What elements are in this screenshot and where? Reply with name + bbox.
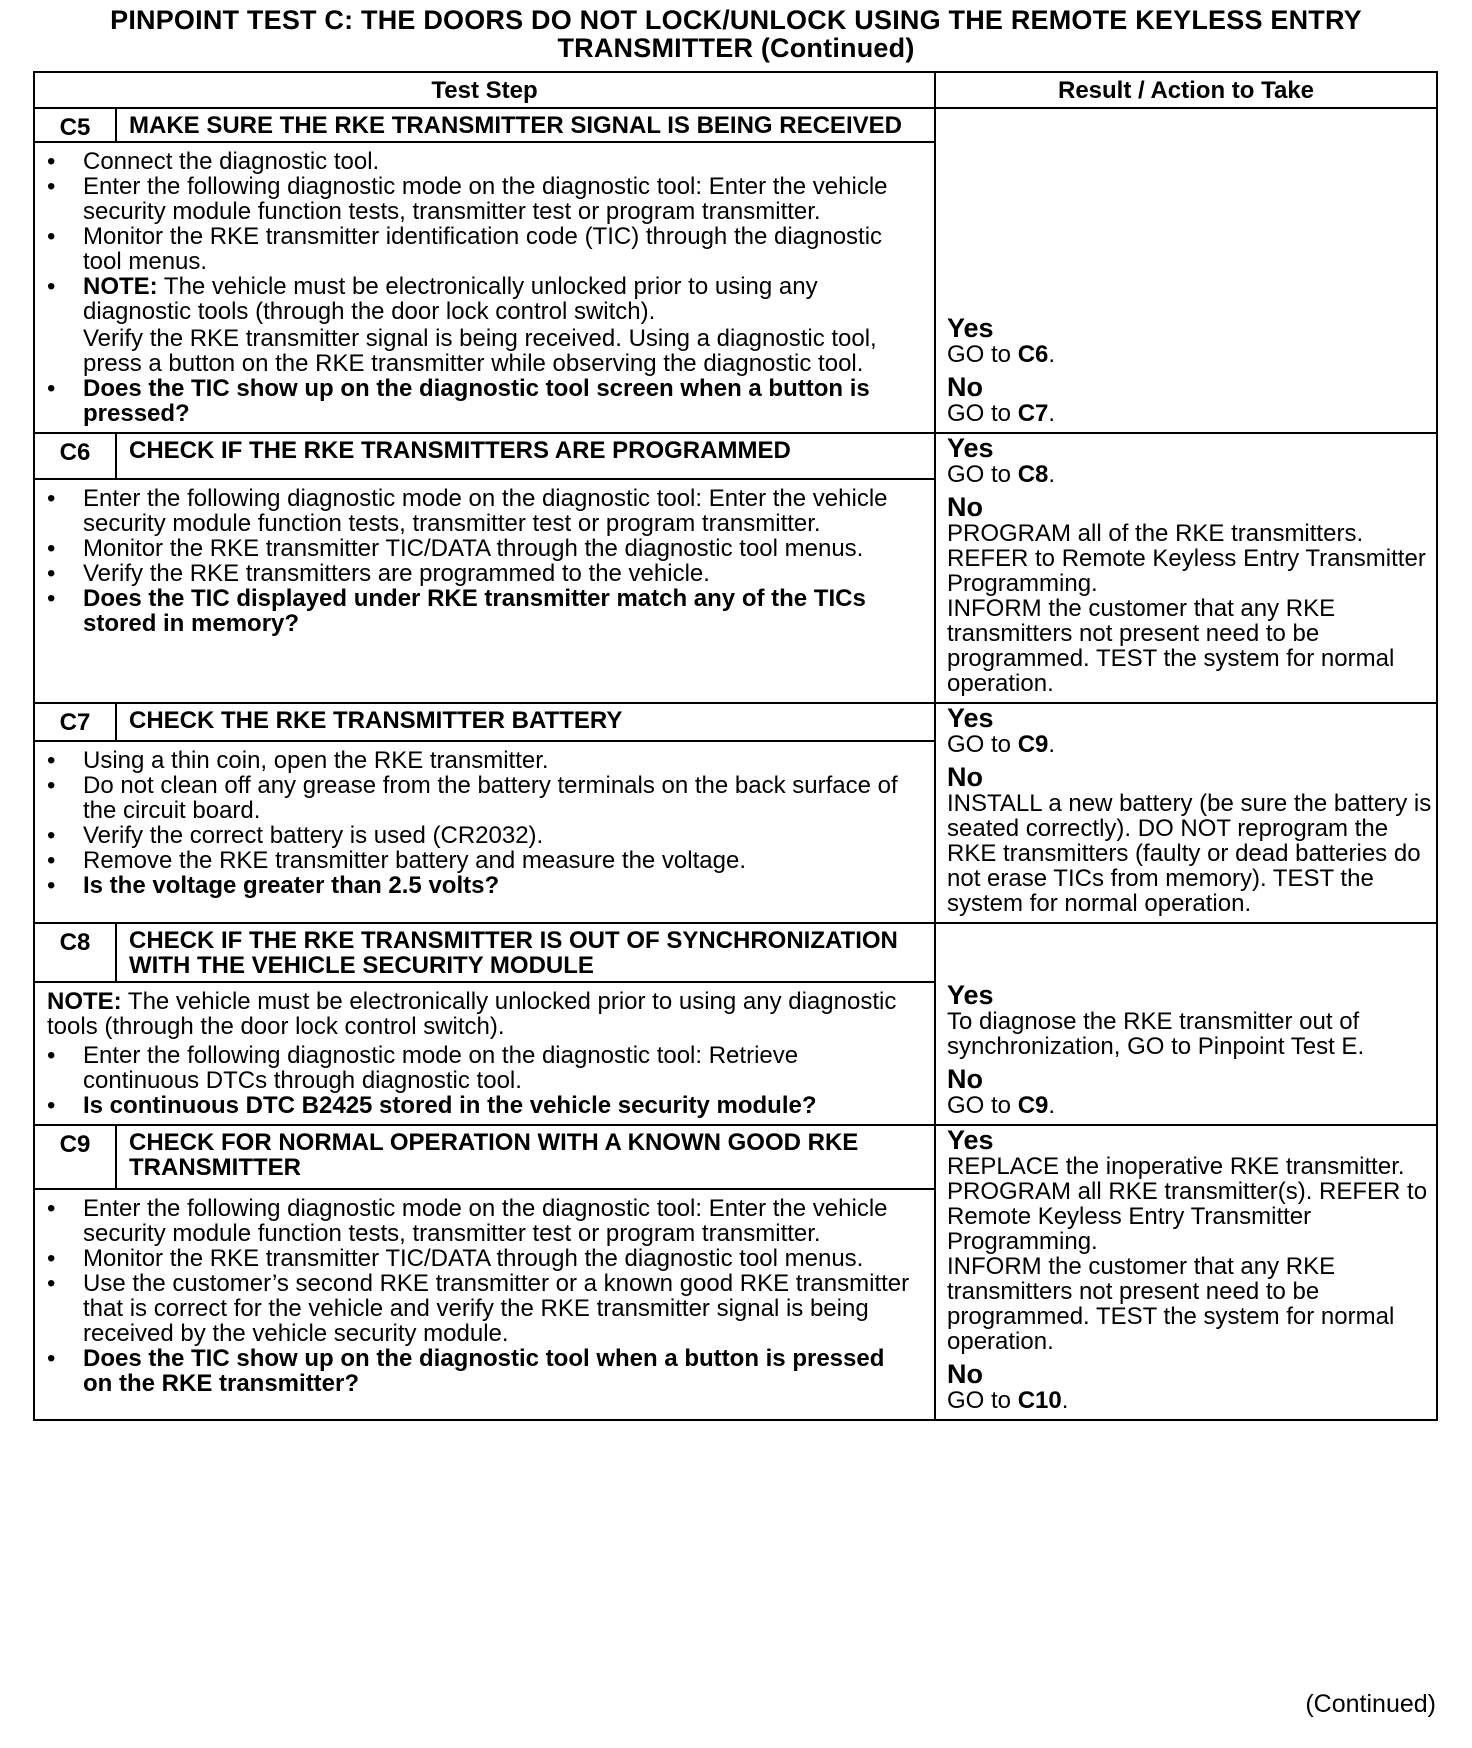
yes-action: To diagnose the RKE transmitter out of synchronization, GO to Pinpoint Test E. bbox=[947, 1008, 1365, 1060]
no-action-inform: INFORM the customer that any RKE transmitters not present need to be programmed. TEST the system for normal operation. bbox=[947, 595, 1395, 697]
no-action: GO to C7. bbox=[947, 400, 1056, 427]
yes-label: Yes bbox=[947, 980, 994, 1010]
yes-label: Yes bbox=[947, 703, 994, 733]
header-test-step: Test Step bbox=[34, 72, 935, 108]
step-c8-body bbox=[34, 982, 935, 1125]
question-item: • Does the TIC show up on the diagnostic tool screen when a button is pressed? bbox=[47, 375, 870, 427]
step-c7-body bbox=[34, 741, 935, 923]
step-c9-result bbox=[935, 1125, 1437, 1420]
yes-action: GO to C9. bbox=[947, 731, 1056, 758]
bullet-item: • Using a thin coin, open the RKE transmitter. bbox=[47, 746, 549, 774]
step-title: CHECK IF THE RKE TRANSMITTERS ARE PROGRAMMED bbox=[116, 433, 935, 479]
continued-footer: (Continued) bbox=[1305, 1690, 1436, 1718]
no-label: No bbox=[947, 1064, 983, 1094]
no-action: GO to C9. bbox=[947, 1092, 1056, 1119]
question-item: • Does the TIC displayed under RKE transmitter match any of the TICs stored in memory? bbox=[47, 585, 866, 638]
step-title: MAKE SURE THE RKE TRANSMITTER SIGNAL IS BEING RECEIVED bbox=[116, 108, 935, 142]
pinpoint-test-table bbox=[33, 71, 1438, 1421]
step-c6-title-row bbox=[34, 433, 1437, 479]
title-line-1: PINPOINT TEST C: THE DOORS DO NOT LOCK/UNLOCK USING THE REMOTE KEYLESS ENTRY bbox=[110, 5, 1362, 35]
step-title: CHECK FOR NORMAL OPERATION WITH A KNOWN GOOD RKE TRANSMITTER bbox=[116, 1125, 935, 1189]
bullet-item: • Remove the RKE transmitter battery and measure the voltage. bbox=[47, 846, 746, 874]
bullet-item: • NOTE: The vehicle must be electronically unlocked prior to using any diagnostic tools (through the door lock control switch). bbox=[47, 273, 818, 325]
question-item: • Is the voltage greater than 2.5 volts? bbox=[47, 871, 500, 899]
step-title: CHECK IF THE RKE TRANSMITTER IS OUT OF SYNCHRONIZATION WITH THE VEHICLE SECURITY MODULE bbox=[116, 923, 935, 982]
step-c8-result bbox=[935, 923, 1437, 1125]
step-id: C9 bbox=[34, 1125, 116, 1189]
bullet-item: • Monitor the RKE transmitter TIC/DATA through the diagnostic tool menus. bbox=[47, 1244, 864, 1272]
step-c9-title-row bbox=[34, 1125, 1437, 1189]
step-c5-result bbox=[935, 108, 1437, 433]
bullet-item: • Verify the correct battery is used (CR2032). bbox=[47, 821, 544, 849]
bullet-item: • Monitor the RKE transmitter identification code (TIC) through the diagnostic tool menus. bbox=[47, 223, 883, 275]
step-c7-title-row bbox=[34, 703, 1437, 741]
title-line-2: TRANSMITTER (Continued) bbox=[557, 33, 915, 63]
no-action: GO to C10. bbox=[947, 1387, 1069, 1414]
step-c5-title-row bbox=[34, 108, 1437, 142]
step-c8-title-row bbox=[34, 923, 1437, 982]
header-row bbox=[34, 72, 1437, 108]
yes-label: Yes bbox=[947, 1125, 994, 1155]
bullet-item: • Enter the following diagnostic mode on the diagnostic tool: Enter the vehicle security module function tests, transmitter test or program transmitter. bbox=[47, 1194, 888, 1247]
bullet-item: • Use the customer’s second RKE transmitter or a known good RKE transmitter that is correct for the vehicle and verify the RKE transmitter signal is being received by the vehicle security module. bbox=[47, 1269, 910, 1347]
yes-label: Yes bbox=[947, 433, 994, 463]
no-label: No bbox=[947, 762, 983, 792]
bullet-item: • Do not clean off any grease from the battery terminals on the back surface of the circuit board. bbox=[47, 771, 898, 824]
question-item: • Does the TIC show up on the diagnostic tool when a button is pressed on the RKE transmitter? bbox=[47, 1344, 885, 1397]
step-id: C6 bbox=[34, 433, 116, 479]
no-label: No bbox=[947, 372, 983, 402]
yes-action-inform: INFORM the customer that any RKE transmitters not present need to be programmed. TEST the system for normal operation. bbox=[947, 1253, 1395, 1355]
step-c7-result bbox=[935, 703, 1437, 923]
no-action: INSTALL a new battery (be sure the battery is seated correctly). DO NOT reprogram the RKE transmitters (faulty or dead batteries do not erase TICs from memory). TEST the system for normal operation. bbox=[947, 790, 1432, 917]
step-id: C8 bbox=[34, 923, 116, 982]
no-action: PROGRAM all of the RKE transmitters. REFER to Remote Keyless Entry Transmitter Programming. bbox=[947, 520, 1426, 597]
bullet-item: • Verify the RKE transmitters are programmed to the vehicle. bbox=[47, 560, 710, 588]
yes-label: Yes bbox=[947, 313, 994, 343]
step-id: C5 bbox=[34, 108, 116, 142]
instruction-text: Verify the RKE transmitter signal is being received. Using a diagnostic tool, press a button on the RKE transmitter while observing the diagnostic tool. bbox=[83, 325, 877, 377]
page-title bbox=[0, 6, 1472, 62]
question-item: • Is continuous DTC B2425 stored in the vehicle security module? bbox=[47, 1092, 817, 1119]
yes-action: GO to C8. bbox=[947, 461, 1056, 488]
yes-action: GO to C6. bbox=[947, 341, 1056, 368]
bullet-item: • Enter the following diagnostic mode on the diagnostic tool: Enter the vehicle security module function tests, transmitter test or program transmitter. bbox=[47, 485, 888, 538]
bullet-item: • Enter the following diagnostic mode on the diagnostic tool: Retrieve continuous DTCs through diagnostic tool. bbox=[47, 1042, 799, 1094]
step-c6-body bbox=[34, 479, 935, 703]
bullet-item: • Enter the following diagnostic mode on the diagnostic tool: Enter the vehicle security module function tests, transmitter test or program transmitter. bbox=[47, 173, 888, 225]
header-result: Result / Action to Take bbox=[935, 72, 1437, 108]
bullet-item: • Monitor the RKE transmitter TIC/DATA through the diagnostic tool menus. bbox=[47, 535, 864, 563]
step-c5-body bbox=[34, 142, 935, 433]
bullet-item: • Connect the diagnostic tool. bbox=[47, 148, 380, 175]
step-c9-body bbox=[34, 1189, 935, 1420]
no-label: No bbox=[947, 492, 983, 522]
no-label: No bbox=[947, 1359, 983, 1389]
step-title: CHECK THE RKE TRANSMITTER BATTERY bbox=[116, 703, 935, 741]
step-c6-result bbox=[935, 433, 1437, 703]
yes-action: REPLACE the inoperative RKE transmitter. PROGRAM all RKE transmitter(s). REFER to Remote Keyless Entry Transmitter Programming. bbox=[947, 1153, 1428, 1255]
step-id: C7 bbox=[34, 703, 116, 741]
note-text: NOTE: The vehicle must be electronically unlocked prior to using any diagnostic tools (through the door lock control switch). bbox=[47, 988, 897, 1040]
